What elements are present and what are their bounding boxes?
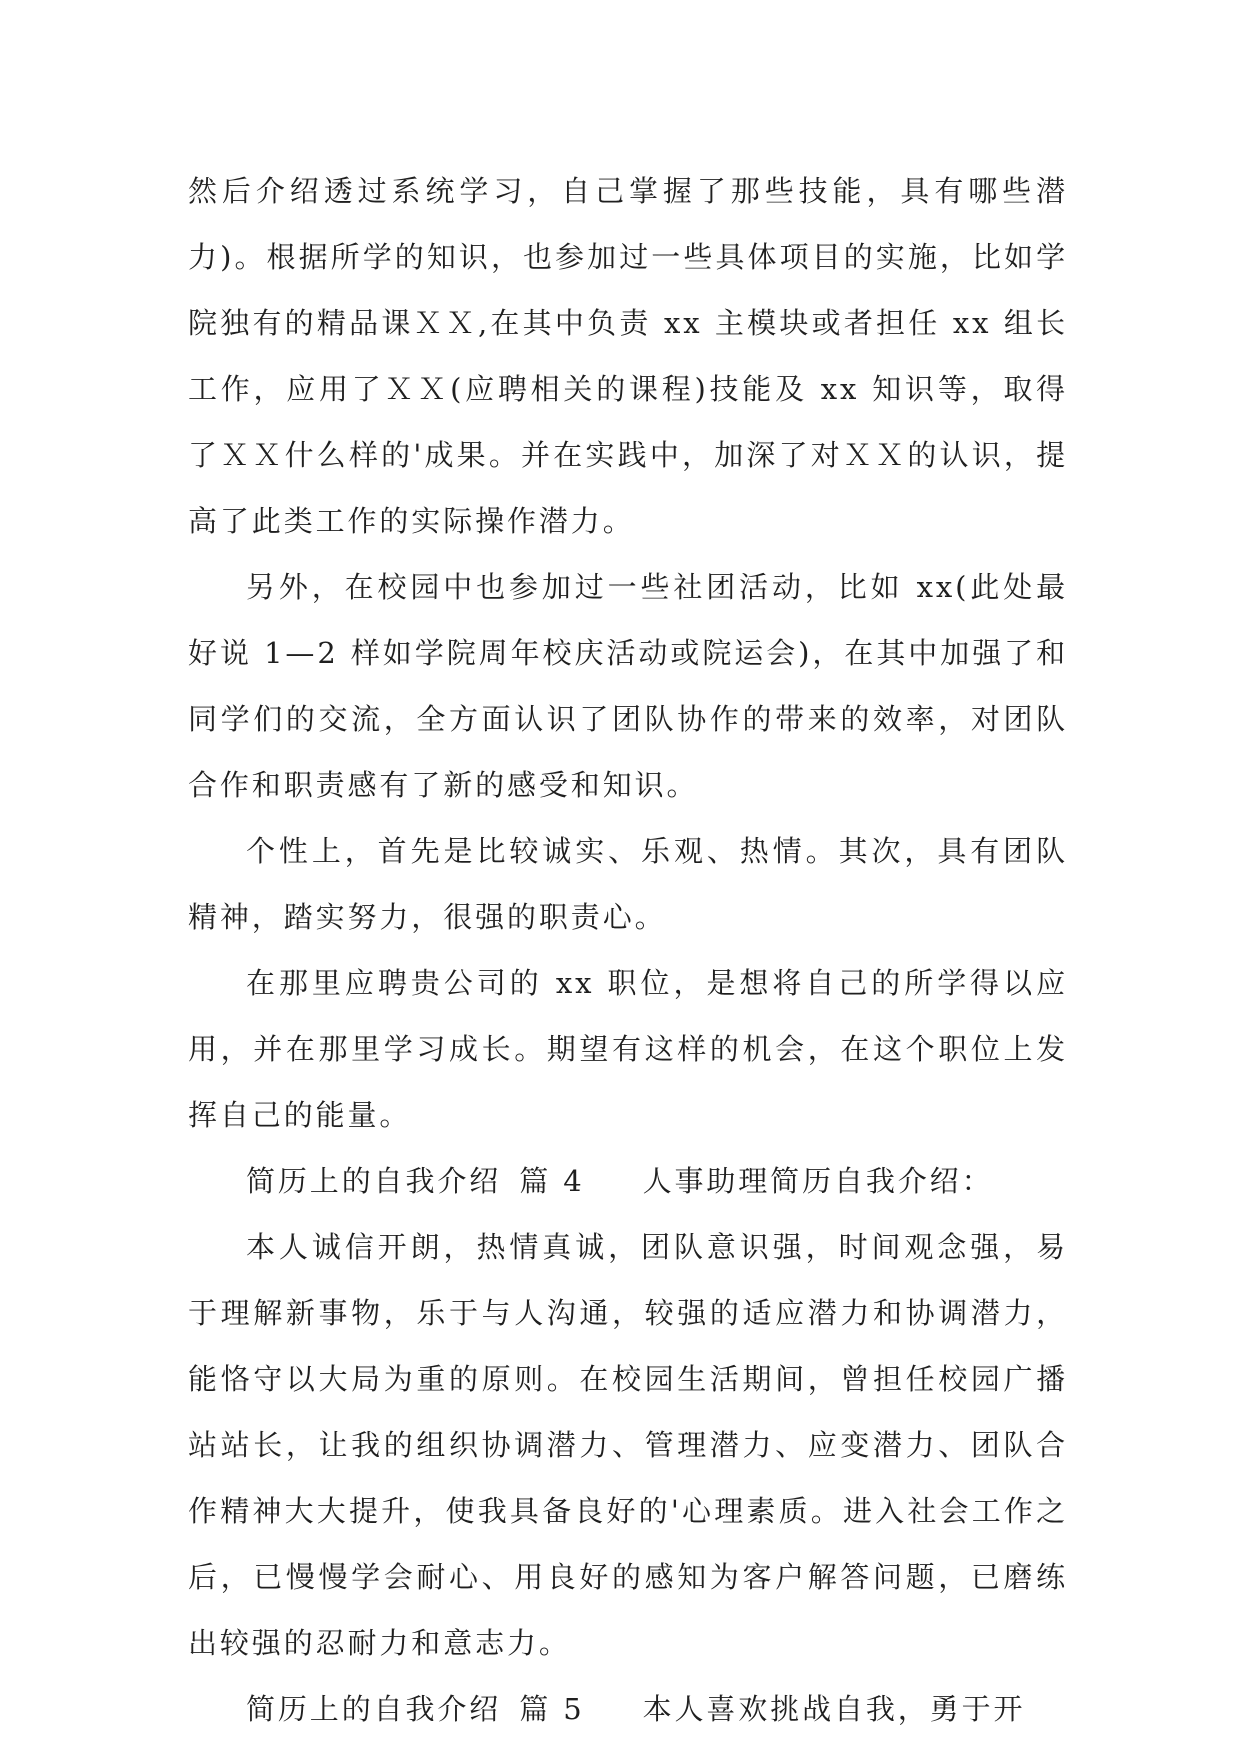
paragraph-personality: 个性上，首先是比较诚实、乐观、热情。其次，具有团队精神，踏实努力，很强的职责心。 bbox=[188, 834, 1068, 934]
section-5-number: 篇 5 bbox=[519, 1692, 585, 1726]
paragraph-section-4-body: 本人诚信开朗，热情真诚，团队意识强，时间观念强，易于理解新事物，乐于与人沟通，较强的适应潜力和协调潜力，能恪守以大局为重的原则。在校园生活期间，曾担任校园广播站站长，让我的组织协调潜力、管理潜力、应变潜力、团队合作精神大大提升，使我具备良好的'心理素质。进入社会工作之后，已慢慢学会耐心、用良好的感知为客户解答问题，已磨练出较强的忍耐力和意志力。 bbox=[188, 1230, 1068, 1660]
section-5-title: 简历上的自我介绍 bbox=[246, 1692, 502, 1726]
document-body bbox=[188, 158, 1068, 1742]
section-5-heading bbox=[188, 1676, 1068, 1742]
section-4-number: 篇 4 bbox=[519, 1164, 585, 1198]
section-4-subtitle: 人事助理简历自我介绍： bbox=[642, 1164, 994, 1198]
section-5-text: 本人喜欢挑战自我，勇于开 bbox=[642, 1692, 1026, 1726]
paragraph-activities: 另外，在校园中也参加过一些社团活动，比如 xx(此处最好说 1—2 样如学院周年校庆活动或院运会)，在其中加强了和同学们的交流，全方面认识了团队协作的带来的效率，对团队合作和职责感有了新的感受和知识。 bbox=[188, 570, 1068, 802]
paragraph-application: 在那里应聘贵公司的 xx 职位，是想将自己的所学得以应用，并在那里学习成长。期望有这样的机会，在这个职位上发挥自己的能量。 bbox=[188, 966, 1068, 1132]
section-4-title: 简历上的自我介绍 bbox=[246, 1164, 502, 1198]
paragraph-skills: 然后介绍透过系统学习，自己掌握了那些技能，具有哪些潜力)。根据所学的知识，也参加过一些具体项目的实施，比如学院独有的精品课ＸＸ,在其中负责 xx 主模块或者担任 xx 组长工作，应用了ＸＸ(应聘相关的课程)技能及 xx 知识等，取得了ＸＸ什么样的'成果。并在实践中，加深了对ＸＸ的认识，提高了此类工作的实际操作潜力。 bbox=[188, 174, 1068, 538]
section-4-heading bbox=[188, 1148, 1068, 1214]
